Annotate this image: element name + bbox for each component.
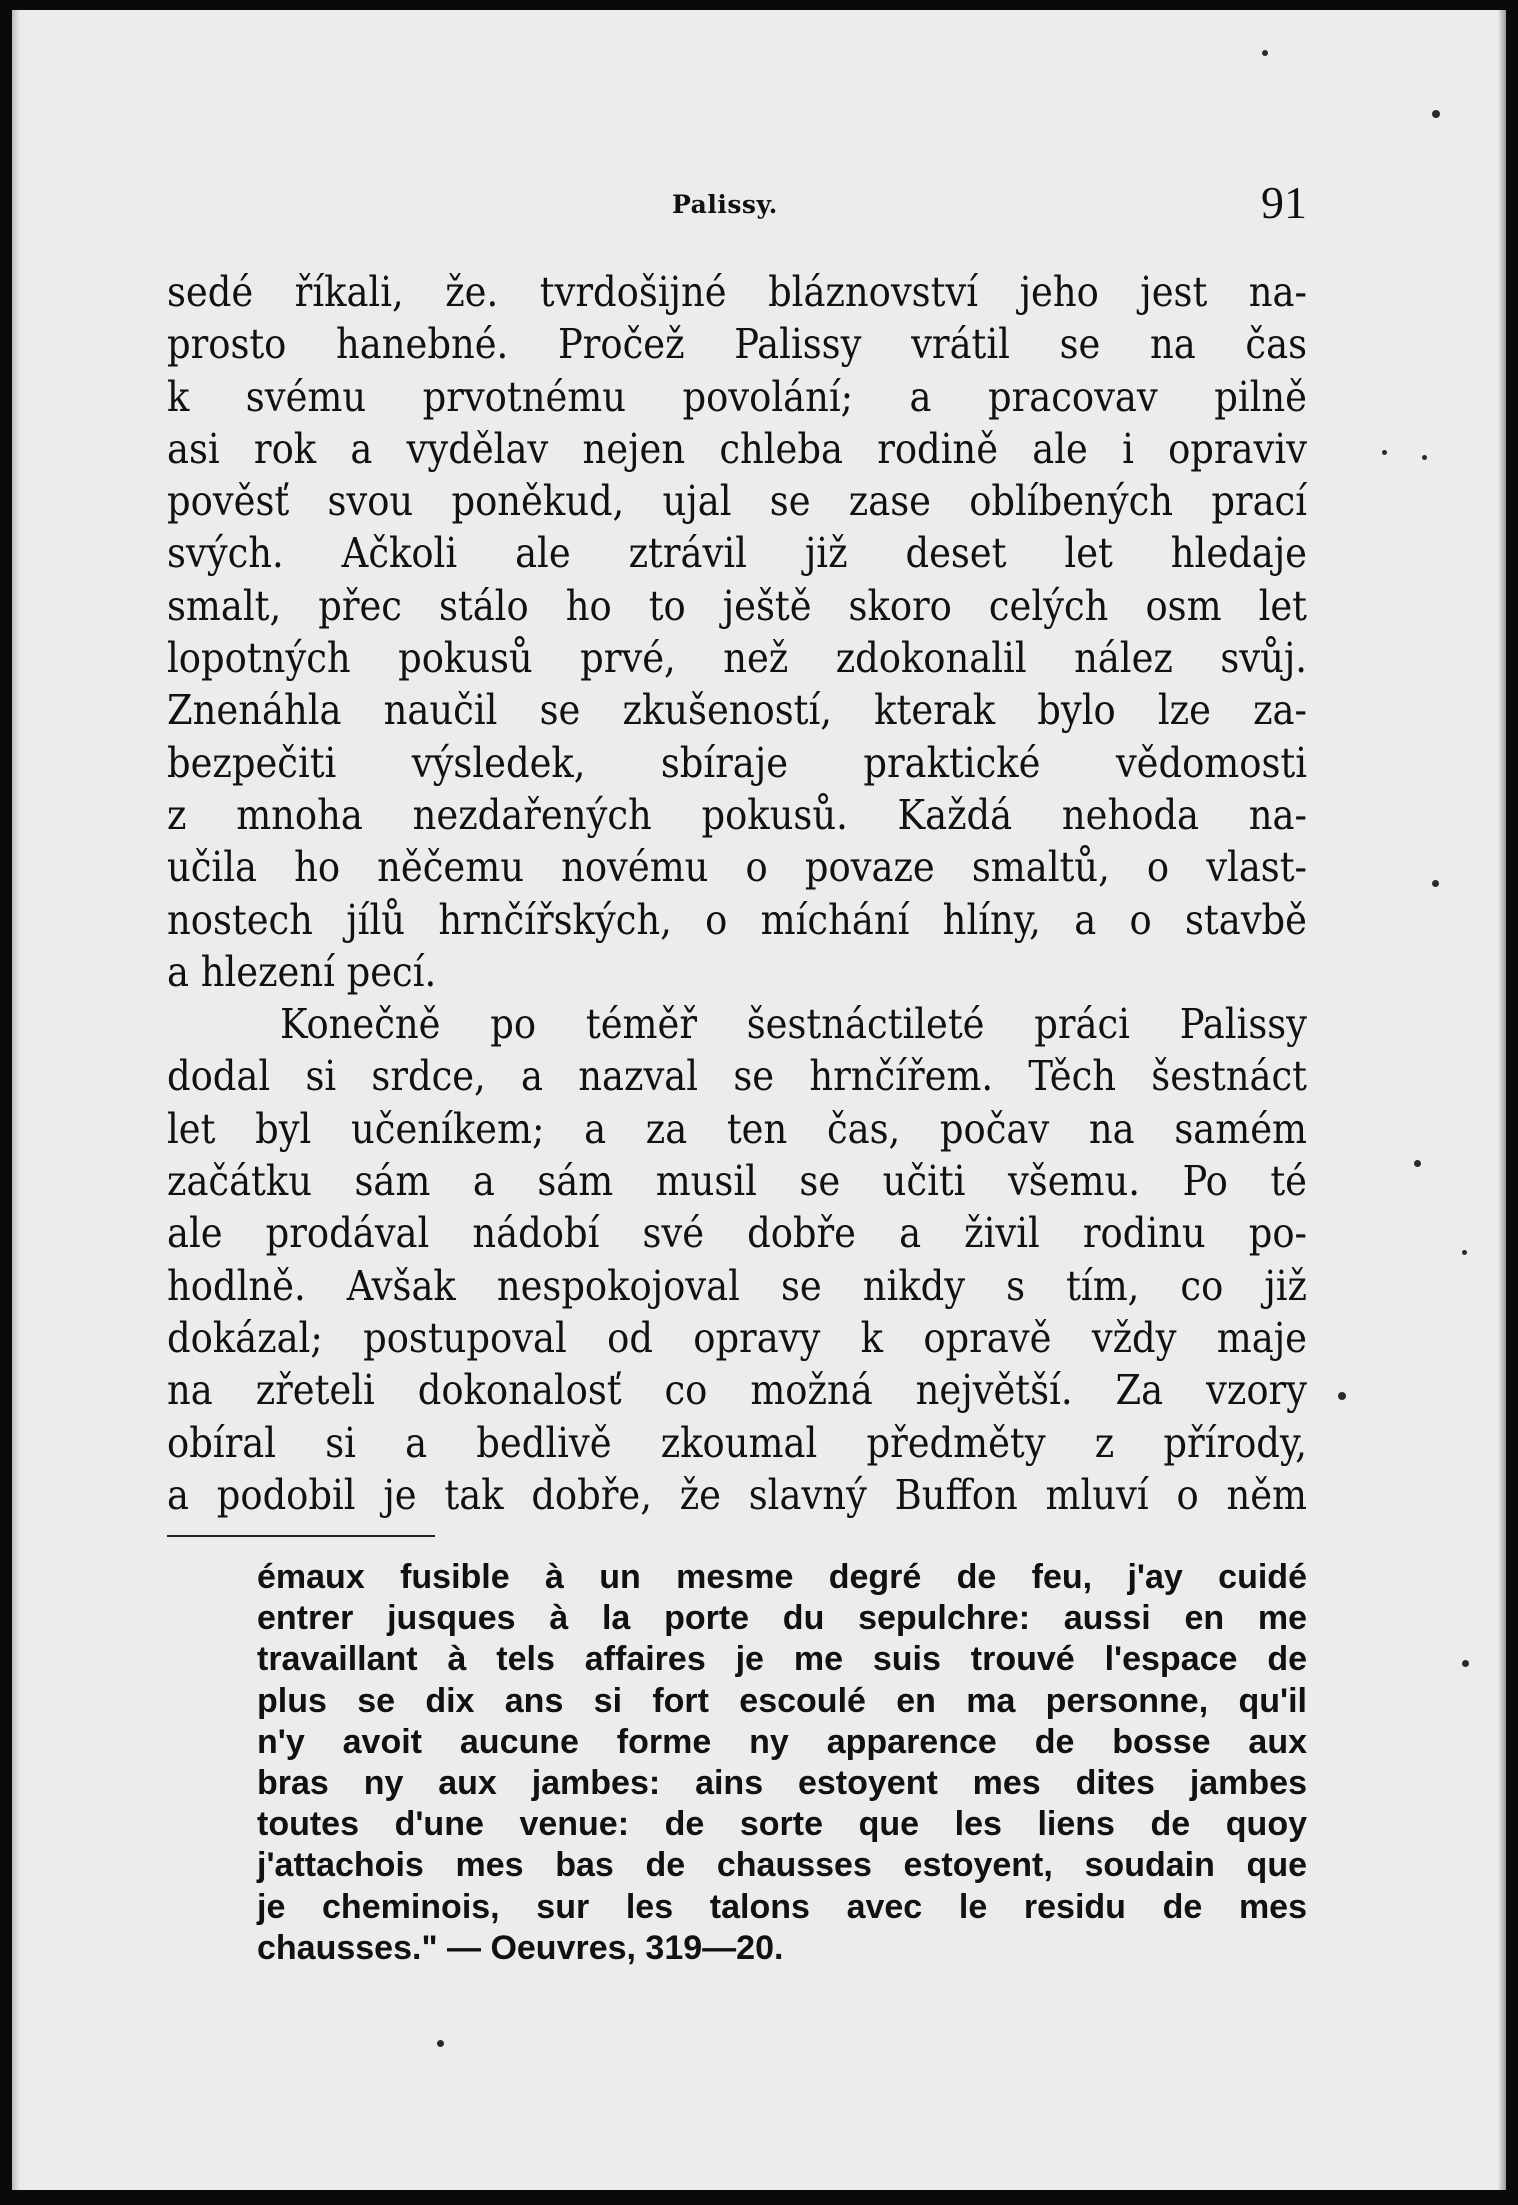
footnote-rule <box>167 1535 435 1537</box>
book-page <box>12 10 1506 2190</box>
text-line: prosto hanebné. Pročež Palissy vrátil se na čas <box>167 320 1307 369</box>
main-text <box>167 266 1307 1521</box>
scan-speck <box>1414 1160 1421 1167</box>
running-head: Palissy. <box>672 190 778 219</box>
scan-speck <box>1432 880 1439 887</box>
text-line: bezpečiti výsledek, sbíraje praktické vědomosti <box>167 738 1307 787</box>
text-line: asi rok a vydělav nejen chleba rodině ale i opraviv <box>167 424 1307 473</box>
page-number: 91 <box>1261 177 1307 228</box>
text-line: učila ho něčemu novému o povaze smaltů, o vlast- <box>167 843 1307 892</box>
footnote <box>257 1557 1307 1969</box>
text-line: a hlezení pecí. <box>167 947 437 996</box>
footnote-line: bras ny aux jambes: ains estoyent mes dites jambes <box>257 1763 1307 1802</box>
scan-speck <box>1462 1660 1469 1667</box>
text-line: Znenáhla naučil se zkušeností, kterak bylo lze za- <box>167 686 1307 735</box>
text-line: let byl učeníkem; a za ten čas, počav na samém <box>167 1104 1307 1153</box>
text-line: obíral si a bedlivě zkoumal předměty z přírody, <box>167 1418 1307 1467</box>
text-line: a podobil je tak dobře, že slavný Buffon mluví o něm <box>167 1470 1307 1519</box>
text-line: začátku sám a sám musil se učiti všemu. Po té <box>167 1157 1307 1206</box>
text-line: k svému prvotnému povolání; a pracovav pilně <box>167 372 1307 421</box>
text-line: z mnoha nezdařených pokusů. Každá nehoda na- <box>167 790 1307 839</box>
scan-speck <box>437 2040 444 2047</box>
scan-speck <box>1462 1250 1467 1255</box>
footnote-line: entrer jusques à la porte du sepulchre: aussi en me <box>257 1599 1307 1638</box>
text-line: lopotných pokusů prvé, než zdokonalil nález svůj. <box>167 634 1307 683</box>
scan-speck <box>1422 455 1427 460</box>
footnote-line: plus se dix ans si fort escoulé en ma personne, qu'il <box>257 1681 1307 1720</box>
scan-edge-right <box>1498 10 1506 2190</box>
footnote-line: je cheminois, sur les talons avec le residu de mes <box>257 1887 1307 1926</box>
page-header <box>167 177 1307 242</box>
scan-edge-left <box>12 10 20 2190</box>
text-line: nostech jílů hrnčířských, o míchání hlíny, a o stavbě <box>167 895 1307 944</box>
scan-speck <box>1262 50 1268 56</box>
footnote-line: n'y avoit aucune forme ny apparence de bosse aux <box>257 1722 1307 1761</box>
text-line: dokázal; postupoval od opravy k opravě vždy maje <box>167 1313 1307 1362</box>
text-line: svých. Ačkoli ale ztrávil již deset let hledaje <box>167 529 1307 578</box>
footnote-line: émaux fusible à un mesme degré de feu, j'ay cuidé <box>257 1558 1307 1596</box>
text-line: pověsť svou poněkud, ujal se zase oblíbených prací <box>167 477 1307 526</box>
footnote-line: toutes d'une venue: de sorte que les liens de quoy <box>257 1805 1307 1844</box>
text-line: dodal si srdce, a nazval se hrnčířem. Těch šestnáct <box>167 1052 1307 1101</box>
footnote-line: j'attachois mes bas de chausses estoyent, soudain que <box>257 1846 1307 1885</box>
text-line: sedé říkali, že. tvrdošijné bláznovství jeho jest na- <box>167 268 1307 316</box>
text-line: Konečně po téměř šestnáctileté práci Palissy <box>280 1000 1307 1049</box>
text-line: smalt, přec stálo ho to ještě skoro celých osm let <box>167 581 1307 630</box>
text-line: ale prodával nádobí své dobře a živil rodinu po- <box>167 1209 1307 1258</box>
footnote-line: chausses." — Oeuvres, 319—20. <box>257 1928 784 1967</box>
text-line: na zřeteli dokonalosť co možná největší. Za vzory <box>167 1366 1307 1415</box>
scan-speck <box>1432 110 1440 118</box>
scan-speck <box>1382 450 1387 455</box>
footnote-line: travaillant à tels affaires je me suis trouvé l'espace de <box>257 1640 1307 1679</box>
scan-speck <box>1338 1392 1346 1400</box>
text-line: hodlně. Avšak nespokojoval se nikdy s tím, co již <box>167 1261 1307 1310</box>
